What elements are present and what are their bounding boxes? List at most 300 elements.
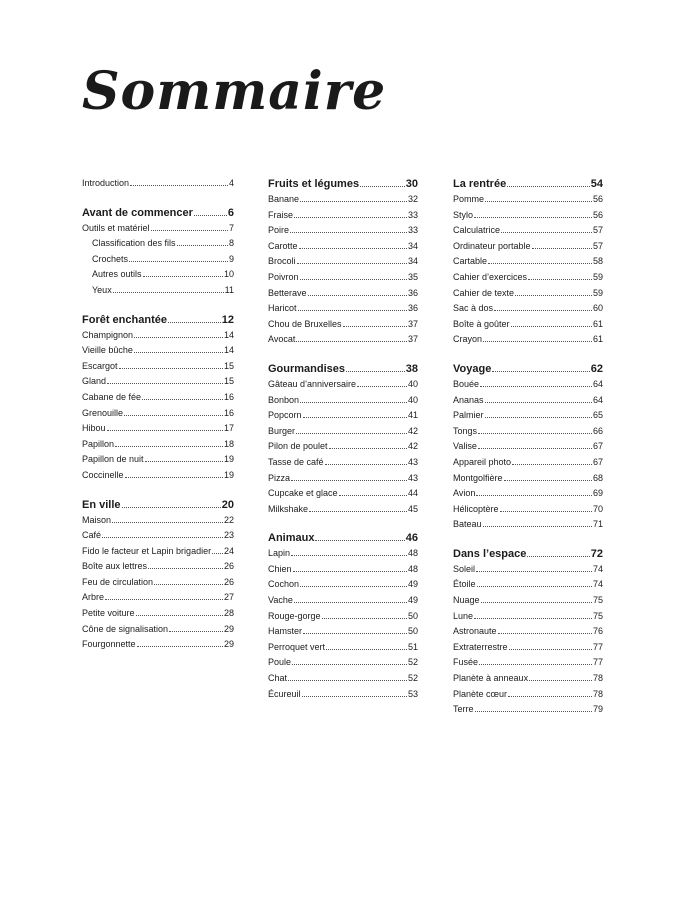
dot-leader xyxy=(154,584,223,585)
toc-entry[interactable] xyxy=(453,624,603,640)
toc-entry-label: Voyage xyxy=(453,362,492,375)
toc-entry[interactable] xyxy=(453,317,603,333)
toc-entry-label: Cône de signalisation xyxy=(82,623,169,634)
dot-leader xyxy=(488,263,592,264)
toc-entry[interactable] xyxy=(453,702,603,718)
toc-entry[interactable] xyxy=(82,374,234,390)
toc-entry[interactable] xyxy=(82,559,234,575)
dot-leader xyxy=(477,586,592,587)
toc-section xyxy=(268,176,418,348)
toc-entry-page: 78 xyxy=(592,673,603,684)
toc-entry-page: 61 xyxy=(592,334,603,345)
toc-entry[interactable] xyxy=(82,252,234,268)
dot-leader xyxy=(115,446,223,447)
toc-entry[interactable] xyxy=(268,640,418,656)
toc-section-heading[interactable] xyxy=(268,176,418,192)
dot-leader xyxy=(326,649,407,650)
toc-entry-label: Arbre xyxy=(82,592,105,603)
toc-entry-label: Petite voiture xyxy=(82,608,135,619)
page-title: Sommaire xyxy=(82,61,387,122)
dot-leader xyxy=(309,511,407,512)
toc-entry-page: 8 xyxy=(228,238,234,249)
dot-leader xyxy=(143,276,223,277)
dot-leader xyxy=(527,556,589,557)
toc-entry-label: Escargot xyxy=(82,360,118,371)
toc-entry-label: Hibou xyxy=(82,423,106,434)
toc-entry-label: Lune xyxy=(453,610,474,621)
toc-entry[interactable] xyxy=(268,317,418,333)
toc-entry[interactable] xyxy=(453,486,603,502)
toc-entry[interactable] xyxy=(453,192,603,208)
dot-leader xyxy=(515,295,592,296)
toc-entry-page: 49 xyxy=(407,579,418,590)
toc-entry[interactable] xyxy=(453,286,603,302)
toc-entry-page: 12 xyxy=(221,313,234,326)
toc-entry[interactable] xyxy=(453,517,603,533)
toc-entry-label: Burger xyxy=(268,425,296,436)
toc-entry[interactable] xyxy=(453,223,603,239)
toc-entry-page: 58 xyxy=(592,256,603,267)
dot-leader xyxy=(294,217,407,218)
toc-entry[interactable] xyxy=(268,502,418,518)
toc-entry[interactable] xyxy=(453,408,603,424)
dot-leader xyxy=(177,245,228,246)
toc-entry-page: 29 xyxy=(223,623,234,634)
dot-leader xyxy=(501,232,592,233)
toc-entry-label: En ville xyxy=(82,498,121,511)
toc-entry[interactable] xyxy=(82,421,234,437)
toc-entry[interactable] xyxy=(82,236,234,252)
dot-leader xyxy=(142,399,223,400)
toc-entry[interactable] xyxy=(82,406,234,422)
dot-leader xyxy=(122,507,221,508)
toc-entry-label: Pizza xyxy=(268,472,291,483)
toc-entry[interactable] xyxy=(82,221,234,237)
toc-entry[interactable] xyxy=(453,393,603,409)
toc-entry-label: Papillon de nuit xyxy=(82,454,144,465)
dot-leader xyxy=(474,618,592,619)
toc-entry-label: Classification des fils xyxy=(92,238,176,249)
toc-entry[interactable] xyxy=(268,577,418,593)
toc-entry-label: Sac à dos xyxy=(453,303,494,314)
dot-leader xyxy=(300,586,407,587)
dot-leader xyxy=(130,185,228,186)
toc-column-2 xyxy=(268,176,418,715)
toc-entry-page: 64 xyxy=(592,394,603,405)
toc-entry[interactable] xyxy=(82,606,234,622)
toc-entry-page: 57 xyxy=(592,240,603,251)
dot-leader xyxy=(134,337,223,338)
toc-entry-page: 44 xyxy=(407,488,418,499)
dot-leader xyxy=(481,602,592,603)
toc-entry-label: Lapin xyxy=(268,548,291,559)
dot-leader xyxy=(478,448,592,449)
dot-leader xyxy=(529,680,592,681)
toc-entry-page: 7 xyxy=(228,222,234,233)
toc-entry[interactable] xyxy=(82,637,234,653)
dot-leader xyxy=(300,279,407,280)
toc-entry-label: Haricot xyxy=(268,303,297,314)
toc-section-heading[interactable] xyxy=(82,205,234,221)
dot-leader xyxy=(308,295,407,296)
dot-leader xyxy=(504,480,592,481)
dot-leader xyxy=(528,279,592,280)
dot-leader xyxy=(293,571,407,572)
toc-entry[interactable] xyxy=(268,208,418,224)
toc-entry[interactable] xyxy=(453,301,603,317)
dot-leader xyxy=(290,232,407,233)
dot-leader xyxy=(303,417,407,418)
toc-entry-page: 26 xyxy=(223,561,234,572)
dot-leader xyxy=(360,186,405,187)
toc-entry[interactable] xyxy=(82,575,234,591)
toc-entry-label: Crayon xyxy=(453,334,483,345)
toc-entry[interactable] xyxy=(82,544,234,560)
toc-entry-label: Grenouille xyxy=(82,407,124,418)
toc-entry-page: 19 xyxy=(223,469,234,480)
toc-section-heading[interactable] xyxy=(82,312,234,328)
toc-entry-label: Chou de Bruxelles xyxy=(268,318,342,329)
toc-entry-label: Chien xyxy=(268,563,292,574)
toc-entry[interactable] xyxy=(268,562,418,578)
toc-entry-page: 59 xyxy=(592,287,603,298)
toc-entry-label: Cartable xyxy=(453,256,488,267)
toc-entry-label: Avion xyxy=(453,488,476,499)
toc-section-heading[interactable] xyxy=(453,546,603,562)
toc-entry[interactable] xyxy=(268,408,418,424)
toc-entry[interactable] xyxy=(268,671,418,687)
toc-entry-page: 6 xyxy=(227,206,234,219)
toc-entry[interactable] xyxy=(268,301,418,317)
toc-entry-page: 18 xyxy=(223,438,234,449)
toc-entry[interactable] xyxy=(453,593,603,609)
toc-entry-page: 33 xyxy=(407,209,418,220)
toc-entry-label: Bouée xyxy=(453,378,480,389)
toc-entry-label: Poire xyxy=(268,225,290,236)
toc-entry-page: 32 xyxy=(407,194,418,204)
toc-entry[interactable] xyxy=(268,270,418,286)
toc-entry[interactable] xyxy=(268,254,418,270)
dot-leader xyxy=(145,461,223,462)
toc-entry-page: 37 xyxy=(407,318,418,329)
toc-entry-page: 52 xyxy=(407,657,418,668)
toc-entry-page: 61 xyxy=(592,318,603,329)
dot-leader xyxy=(474,217,592,218)
toc-entry-page: 72 xyxy=(590,547,603,560)
toc-entry-label: Perroquet vert xyxy=(268,641,326,652)
toc-entry[interactable] xyxy=(453,502,603,518)
toc-entry-label: Champignon xyxy=(82,329,134,340)
dot-leader xyxy=(124,415,223,416)
toc-section xyxy=(453,546,603,718)
toc-entry-page: 54 xyxy=(590,178,603,190)
toc-entry[interactable] xyxy=(268,377,418,393)
toc-entry-page: 75 xyxy=(592,610,603,621)
toc-entry-label: Planète cœur xyxy=(453,688,508,699)
toc-entry-label: Outils et matériel xyxy=(82,222,150,233)
toc-entry[interactable] xyxy=(453,254,603,270)
toc-entry-page: 34 xyxy=(407,240,418,251)
toc-entry-label: Cabane de fée xyxy=(82,391,142,402)
toc-entry[interactable] xyxy=(268,455,418,471)
dot-leader xyxy=(303,633,407,634)
toc-entry[interactable] xyxy=(453,640,603,656)
toc-entry-label: Terre xyxy=(453,704,474,715)
toc-entry-page: 70 xyxy=(592,503,603,514)
toc-entry-label: Ananas xyxy=(453,394,484,405)
toc-entry-page: 17 xyxy=(223,423,234,434)
dot-leader xyxy=(105,599,223,600)
toc-entry-page: 20 xyxy=(221,498,234,511)
toc-entry[interactable] xyxy=(268,471,418,487)
toc-entry-page: 16 xyxy=(223,391,234,402)
toc-entry-page: 16 xyxy=(223,407,234,418)
dot-leader xyxy=(485,201,592,202)
toc-entry-label: Bateau xyxy=(453,519,482,530)
toc-entry-page: 56 xyxy=(592,209,603,220)
toc-entry[interactable] xyxy=(453,609,603,625)
dot-leader xyxy=(296,341,407,342)
toc-entry-label: Avant de commencer xyxy=(82,206,193,219)
toc-entry[interactable] xyxy=(453,270,603,286)
toc-entry-label: Gâteau d’anniversaire xyxy=(268,378,357,389)
toc-entry-page: 9 xyxy=(228,253,234,264)
toc-entry-label: Gland xyxy=(82,376,107,387)
toc-entry[interactable] xyxy=(82,590,234,606)
toc-entry-label: Maison xyxy=(82,514,112,525)
toc-entry[interactable] xyxy=(453,671,603,687)
toc-entry-page: 34 xyxy=(407,256,418,267)
toc-entry-page: 60 xyxy=(592,303,603,314)
dot-leader xyxy=(169,631,223,632)
toc-entry[interactable] xyxy=(268,546,418,562)
dot-leader xyxy=(480,386,592,387)
toc-entry-page: 50 xyxy=(407,610,418,621)
toc-entry[interactable] xyxy=(453,377,603,393)
toc-entry[interactable] xyxy=(453,655,603,671)
dot-leader xyxy=(292,664,407,665)
toc-entry[interactable] xyxy=(453,471,603,487)
toc-entry-label: Nuage xyxy=(453,595,480,606)
toc-section xyxy=(82,176,234,192)
toc-entry-page: 28 xyxy=(223,608,234,619)
toc-entry-label: Chat xyxy=(268,673,288,684)
dot-leader xyxy=(494,310,592,311)
dot-leader xyxy=(475,711,592,712)
toc-section xyxy=(82,312,234,484)
toc-entry-label: Vieille bûche xyxy=(82,345,133,356)
toc-entry-label: Rouge-gorge xyxy=(268,610,321,621)
toc-entry-page: 30 xyxy=(405,178,418,190)
toc-entry-page: 62 xyxy=(590,362,603,375)
dot-leader xyxy=(498,633,592,634)
toc-entry[interactable] xyxy=(268,223,418,239)
dot-leader xyxy=(151,230,228,231)
dot-leader xyxy=(113,292,224,293)
toc-entry-page: 42 xyxy=(407,425,418,436)
dot-leader xyxy=(107,383,223,384)
toc-entry-page: 22 xyxy=(223,514,234,525)
dot-leader xyxy=(492,371,589,372)
toc-entry[interactable] xyxy=(82,468,234,484)
toc-entry[interactable] xyxy=(268,332,418,348)
toc-entry-label: Calculatrice xyxy=(453,225,501,236)
toc-entry-label: Coccinelle xyxy=(82,469,124,480)
dot-leader xyxy=(532,248,592,249)
toc-entry-page: 4 xyxy=(228,178,234,188)
toc-entry-label: Cahier de texte xyxy=(453,287,515,298)
toc-entry-label: Pilon de poulet xyxy=(268,441,328,452)
toc-entry-page: 19 xyxy=(223,454,234,465)
toc-entry[interactable] xyxy=(453,208,603,224)
toc-entry-label: Ordinateur portable xyxy=(453,240,531,251)
toc-entry-page: 41 xyxy=(407,410,418,421)
toc-entry-label: Palmier xyxy=(453,410,484,421)
toc-entry-page: 77 xyxy=(592,657,603,668)
toc-entry[interactable] xyxy=(453,239,603,255)
dot-leader xyxy=(298,310,407,311)
toc-entry-label: Dans l’espace xyxy=(453,547,527,560)
toc-entry[interactable] xyxy=(453,439,603,455)
toc-entry-page: 35 xyxy=(407,271,418,282)
toc-entry-page: 49 xyxy=(407,595,418,606)
toc-entry-label: Avocat xyxy=(268,334,296,345)
toc-section-heading[interactable] xyxy=(268,361,418,377)
toc-entry[interactable] xyxy=(82,437,234,453)
toc-entry[interactable] xyxy=(268,593,418,609)
toc-entry-page: 10 xyxy=(223,269,234,280)
toc-entry[interactable] xyxy=(268,192,418,208)
toc-entry-page: 36 xyxy=(407,303,418,314)
toc-entry-page: 71 xyxy=(592,519,603,530)
dot-leader xyxy=(512,464,592,465)
toc-entry-label: Valise xyxy=(453,441,477,452)
toc-entry[interactable] xyxy=(82,176,234,192)
toc-entry-page: 27 xyxy=(223,592,234,603)
toc-entry-page: 33 xyxy=(407,225,418,236)
toc-entry-page: 26 xyxy=(223,576,234,587)
toc-entry-label: Crochets xyxy=(92,253,129,264)
dot-leader xyxy=(485,417,592,418)
dot-leader xyxy=(302,696,407,697)
toc-entry-label: Banane xyxy=(268,194,300,204)
toc-entry[interactable] xyxy=(453,424,603,440)
toc-entry[interactable] xyxy=(82,390,234,406)
toc-entry-label: Tasse de café xyxy=(268,456,324,467)
toc-entry[interactable] xyxy=(82,343,234,359)
toc-entry-page: 65 xyxy=(592,410,603,421)
dot-leader xyxy=(485,402,592,403)
toc-column-3 xyxy=(453,176,603,731)
toc-entry[interactable] xyxy=(82,622,234,638)
toc-section-heading[interactable] xyxy=(453,361,603,377)
dot-leader xyxy=(483,526,592,527)
toc-entry[interactable] xyxy=(268,393,418,409)
dot-leader xyxy=(291,480,407,481)
toc-entry[interactable] xyxy=(268,486,418,502)
toc-entry[interactable] xyxy=(268,424,418,440)
toc-entry-label: Hélicoptère xyxy=(453,503,499,514)
toc-entry[interactable] xyxy=(82,283,234,299)
dot-leader xyxy=(325,464,407,465)
dot-leader xyxy=(300,402,407,403)
toc-entry-page: 74 xyxy=(592,563,603,574)
toc-entry-page: 40 xyxy=(407,378,418,389)
toc-entry[interactable] xyxy=(82,528,234,544)
toc-entry-label: Vache xyxy=(268,595,293,606)
toc-entry-label: Bonbon xyxy=(268,394,300,405)
toc-entry-page: 24 xyxy=(223,545,234,556)
toc-section-heading[interactable] xyxy=(268,530,418,546)
dot-leader xyxy=(339,495,407,496)
toc-entry-page: 79 xyxy=(592,704,603,715)
dot-leader xyxy=(294,602,407,603)
toc-entry[interactable] xyxy=(268,286,418,302)
toc-entry-label: Popcorn xyxy=(268,410,302,421)
dot-leader xyxy=(476,495,592,496)
dot-leader xyxy=(125,477,223,478)
toc-entry-label: Cupcake et glace xyxy=(268,488,338,499)
dot-leader xyxy=(194,215,227,216)
dot-leader xyxy=(129,261,228,262)
dot-leader xyxy=(137,646,223,647)
toc-entry[interactable] xyxy=(268,439,418,455)
toc-entry-page: 57 xyxy=(592,225,603,236)
toc-entry[interactable] xyxy=(268,624,418,640)
toc-entry[interactable] xyxy=(82,267,234,283)
toc-entry[interactable] xyxy=(453,562,603,578)
toc-entry-page: 36 xyxy=(407,287,418,298)
toc-section-heading[interactable] xyxy=(453,176,603,192)
toc-entry[interactable] xyxy=(268,687,418,703)
toc-entry-label: Fraise xyxy=(268,209,294,220)
dot-leader xyxy=(297,263,407,264)
toc-entry[interactable] xyxy=(453,687,603,703)
toc-entry[interactable] xyxy=(82,328,234,344)
toc-entry-page: 53 xyxy=(407,688,418,699)
toc-entry[interactable] xyxy=(82,452,234,468)
toc-entry[interactable] xyxy=(268,655,418,671)
dot-leader xyxy=(212,553,223,554)
toc-section-heading[interactable] xyxy=(82,497,234,513)
toc-entry-page: 46 xyxy=(405,532,418,545)
toc-entry-label: Boîte à goûter xyxy=(453,318,510,329)
dot-leader xyxy=(299,248,407,249)
toc-entry-page: 14 xyxy=(223,345,234,356)
toc-section xyxy=(82,497,234,653)
toc-entry-page: 40 xyxy=(407,394,418,405)
toc-entry-page: 50 xyxy=(407,626,418,637)
toc-entry[interactable] xyxy=(268,239,418,255)
toc-entry-page: 68 xyxy=(592,472,603,483)
toc-entry[interactable] xyxy=(453,455,603,471)
toc-entry-page: 74 xyxy=(592,579,603,590)
toc-entry[interactable] xyxy=(268,609,418,625)
toc-entry[interactable] xyxy=(453,577,603,593)
toc-entry-label: Yeux xyxy=(92,284,112,295)
toc-entry-page: 11 xyxy=(224,284,234,295)
toc-entry[interactable] xyxy=(453,332,603,348)
toc-entry-label: Pomme xyxy=(453,194,485,204)
toc-entry-label: Papillon xyxy=(82,438,115,449)
toc-entry-label: Étoile xyxy=(453,579,476,590)
toc-entry[interactable] xyxy=(82,513,234,529)
toc-entry-page: 69 xyxy=(592,488,603,499)
toc-entry[interactable] xyxy=(82,359,234,375)
toc-entry-page: 15 xyxy=(223,360,234,371)
toc-entry-page: 42 xyxy=(407,441,418,452)
dot-leader xyxy=(511,326,592,327)
